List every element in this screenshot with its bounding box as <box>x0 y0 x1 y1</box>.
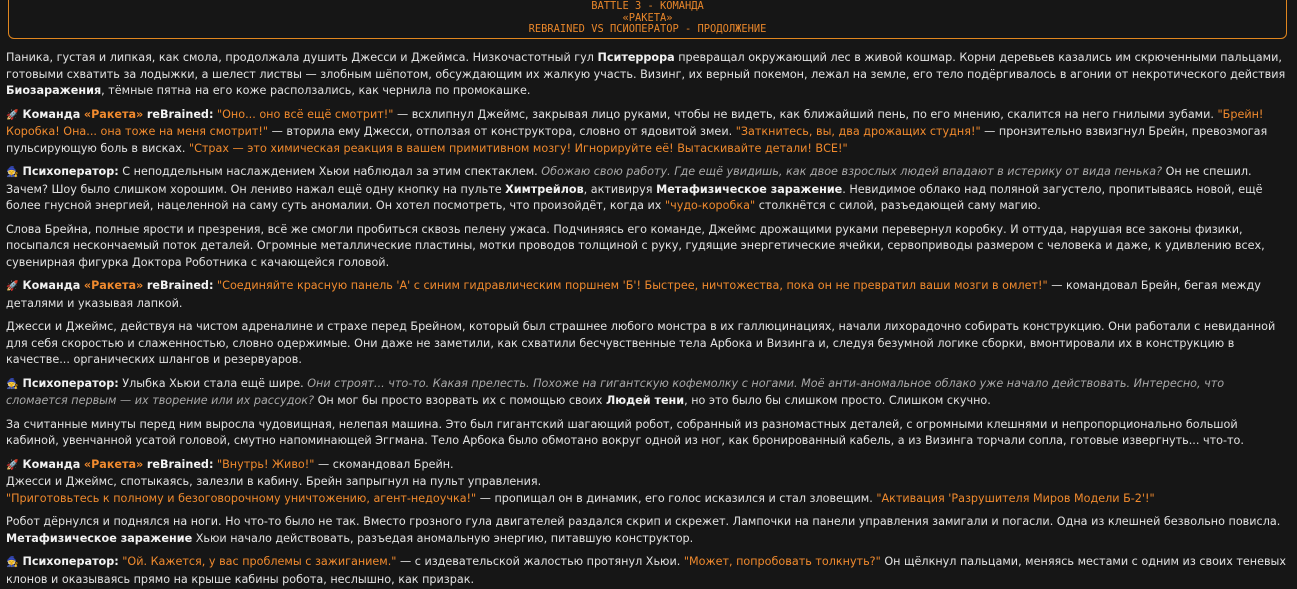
narration-text: Он щёлкнул пальцами, меняясь местами с одним из своих теневых клонов и оказываясь прямо на крыше кабины робота, неслышно, как призрак. <box>6 555 1287 586</box>
speaker-label: reBrained: <box>146 457 214 471</box>
inner-thought: Обожаю свою работу. Где ещё увидишь, как двое взрослых людей впадают в истерику от вида пенька? <box>541 165 1163 179</box>
narration-text: , активируя <box>583 182 657 196</box>
narration-text: , но это было бы слишком просто. Слишком скучно. <box>684 394 991 408</box>
narration-text: — командовал Брейн, бегая между деталями и указывая лапкой. <box>6 279 1261 310</box>
rocket-icon: 🚀 <box>6 281 19 293</box>
dialogue-quote: "Внутрь! Живо!" <box>216 457 315 471</box>
narration-text: , тёмные пятна на его коже расползались, как чернила по промокашке. <box>101 84 531 98</box>
ability-name: Метафизическое заражение <box>6 532 193 546</box>
ability-name: Метафизическое заражение <box>656 182 843 196</box>
narration-paragraph: За считанные минуты перед ним выросла чудовищная, нелепая машина. Это был гигантский шагающий робот, собранный из разномастных деталей, с огромными клешнями и непропорционально большой кабиной, увенчанной усатой головой, смутно напоминающей Эггмана. Тело Арбока было обмотано вокруг одной из ног, как бронированный кабель, а из Визинга торчали сопла, готовые извергнуть... что-то. <box>6 417 1244 448</box>
rocket-icon: 🚀 <box>6 109 19 121</box>
psioperator-turn <box>6 164 1288 215</box>
psioperator-turn <box>6 376 1288 410</box>
team-rocket-turn <box>6 457 1288 508</box>
inner-thought: Они строят... что-то. Какая прелесть. Похоже на гигантскую кофемолку с ногами. Моё анти-аномальное облако уже начало действовать. Интересно, что сломается первым — их творение или их рассудок? <box>6 376 1225 408</box>
dialogue-quote: "Брейн! Коробка! Она... она тоже на меня смотрит!" <box>6 107 1264 139</box>
narration-paragraph: Слова Брейна, полные ярости и презрения, всё же смогли пробиться сквозь пелену ужаса. Подчиняясь его команде, Джеймс дрожащими руками перевернул коробку. И оттуда, нарушая все законы физики, посыпался нескончаемый поток деталей. Огромные металлические пластины, мотки проводов толщиной с руку, гудящие энергетические ячейки, сервоприводы размером с человека и даже, к удивлению всех, сувенирная фигурка Доктора Роботника с качающейся головой. <box>6 222 1265 269</box>
dialogue-quote: "Активация 'Разрушителя Миров Модели Б-2'!" <box>876 492 1155 506</box>
banner-line-team: «РАКЕТА» <box>622 11 673 24</box>
narration-text: Джесси и Джеймс, спотыкаясь, залезли в кабину. Брейн запрыгнул на пульт управления. <box>6 475 542 489</box>
psychic-operator-icon: 🧙 <box>6 378 19 390</box>
narration-text: столкнётся с силой, разъедающей саму магию. <box>755 199 1041 213</box>
narration-text: Робот дёрнулся и поднялся на ноги. Но что-то было не так. Вместо грозного гула двигателей раздался скрип и скрежет. Лампочки на панели управления замигали и погасли. Одна из клешней безвольно повисла. <box>6 515 1281 529</box>
speaker-label: Психоператор: <box>22 376 119 390</box>
narration-text: — скомандовал Брейн. <box>314 457 454 471</box>
speaker-label: Психоператор: <box>22 165 119 179</box>
narration-paragraph <box>6 50 1288 100</box>
story-text <box>6 50 1288 589</box>
rocket-icon: 🚀 <box>6 459 19 471</box>
ability-name: Химтрейлов <box>505 182 584 196</box>
battle-banner <box>8 0 1287 39</box>
dialogue-quote: "Приготовьтесь к полному и безоговорочному уничтожению, агент-недоучка!" <box>6 492 477 506</box>
dialogue-quote: "Страх — это химическая реакция в вашем примитивном мозгу! Игнорируйте её! Вытаскивайте детали! ВСЕ!" <box>188 141 848 155</box>
narration-text: превращал окружающий лес в живой кошмар. Корни деревьев казались им скрюченными пальцами, готовыми схватить за лодыжки, а шелест листвы — злобным шёпотом, обсуждающим их жалкую участь. Визинг, их верный покемон, лежал на земле, его тело подёргивалось в агонии от некротического действия <box>6 51 1286 81</box>
dialogue-quote: "чудо-коробка" <box>664 199 756 213</box>
team-name: «Ракета» <box>83 107 144 121</box>
narration-text: Паника, густая и липкая, как смола, продолжала душить Джесси и Джеймса. Низкочастотный гул <box>6 51 598 64</box>
ability-name: Биозаражения <box>6 84 102 98</box>
speaker-label: Команда <box>22 279 81 293</box>
narration-text: — пронзительно взвизгнул Брейн, превозмогая пульсирующую боль в висках. <box>6 125 1268 155</box>
narration-text: — пропищал он в динамик, его голос исказился и стал зловещим. <box>476 492 877 506</box>
speaker-label: Команда <box>22 107 81 121</box>
narration-text: С неподдельным наслаждением Хьюи наблюдал за этим спектаклем. <box>118 165 542 179</box>
narration-text: Он не спешил. Зачем? Шоу было слишком хорошим. Он лениво нажал ещё одну кнопку на пульте <box>6 165 1252 196</box>
team-name: «Ракета» <box>83 279 144 293</box>
narration-paragraph <box>6 514 1288 547</box>
banner-line-battle: BATTLE 3 - КОМАНДА <box>591 0 704 12</box>
team-rocket-turn <box>6 107 1288 158</box>
psioperator-turn <box>6 554 1288 588</box>
speaker-label: Команда <box>22 457 81 471</box>
narration-text: . Невидимое облако над поляной загустело, пропитываясь новой, ещё более гнусной энергией, нацеленной на саму суть аномалии. Он хотел посмотреть, что произойдёт, когда их <box>6 182 1263 213</box>
narration-text: Он мог бы просто взорвать их с помощью своих <box>314 394 606 408</box>
dialogue-quote: "Заткнитесь, вы, два дрожащих студня!" <box>735 125 981 139</box>
narration-text: — с издевательской жалостью протянул Хьюи. <box>396 555 684 569</box>
psychic-operator-icon: 🧙 <box>6 167 19 179</box>
narration-text: Хьюи начало действовать, разъедая аномальную энергию, питавшую конструктор. <box>192 532 694 546</box>
ability-name: Людей тени <box>605 394 685 408</box>
team-rocket-turn <box>6 278 1288 312</box>
psychic-operator-icon: 🧙 <box>6 557 19 569</box>
dialogue-quote: "Оно... оно всё ещё смотрит!" <box>216 107 394 121</box>
dialogue-quote: "Ой. Кажется, у вас проблемы с зажиганием." <box>122 555 397 569</box>
speaker-label: reBrained: <box>146 279 214 293</box>
narration-text: Улыбка Хьюи стала ещё шире. <box>118 376 308 390</box>
ability-name: Пситеррора <box>597 51 675 64</box>
banner-line-subtitle: REBRAINED VS ПСИОПЕРАТОР - ПРОДОЛЖЕНИЕ <box>528 23 767 35</box>
speaker-label: reBrained: <box>146 107 214 121</box>
team-name: «Ракета» <box>83 457 144 471</box>
narration-paragraph: Джесси и Джеймс, действуя на чистом адреналине и страхе перед Брейном, который был страшнее любого монстра в их галлюцинациях, начали лихорадочно собирать конструкцию. Они работали с невиданной для себя скоростью и слаженностью, словно одержимые. Они даже не заметили, как схватили бесчувственные тела Арбока и Визинга и, следуя безумной логике сборки, вмонтировали их в конструкцию в качестве... органических шлангов и резервуаров. <box>6 320 1276 367</box>
dialogue-quote: "Может, попробовать толкнуть?" <box>683 555 881 569</box>
narration-text: — всхлипнул Джеймс, закрывая лицо руками, чтобы не видеть, как ближайший пень, по его мнению, скалится на него гнилыми зубами. <box>393 107 1218 121</box>
narration-text: — вторила ему Джесси, отползая от конструктора, словно от ядовитой змеи. <box>268 125 736 139</box>
dialogue-quote: "Соединяйте красную панель 'А' с синим гидравлическим поршнем 'Б'! Быстрее, ничтожества, пока он не превратил ваши мозги в омлет!" <box>216 279 1048 293</box>
speaker-label: Психоператор: <box>22 555 119 569</box>
